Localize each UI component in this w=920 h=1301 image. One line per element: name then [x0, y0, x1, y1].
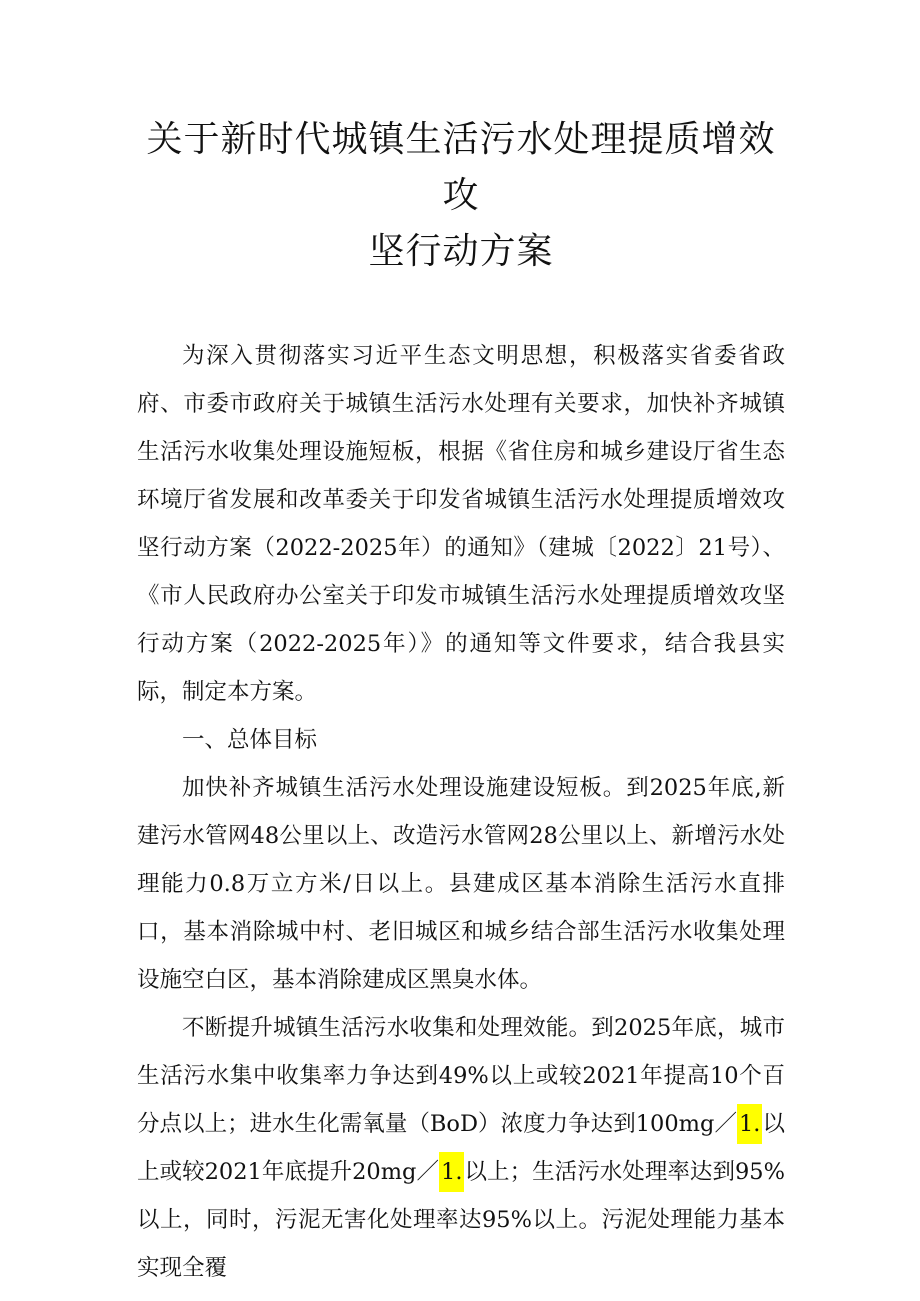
goals-paragraph-2-part-a: 不断提升城镇生活污水收集和处理效能。到2025年底，城市生活污水集中收集率力争达到49%以上或较2021年提高10个百分点以上；进水生化需氧量（BoD）浓度力争达到100mg／ — [137, 1015, 785, 1137]
goals-paragraph-2-part-b: 以上或较2021年底提升20mg／ — [137, 1111, 785, 1185]
highlighted-text-1: 1. — [737, 1104, 762, 1144]
highlighted-text-2: 1. — [439, 1152, 464, 1192]
goals-paragraph-2-part-c: 以上；生活污水处理率达到95%以上，同时，污泥无害化处理率达95%以上。污泥处理能力基本实现全覆 — [137, 1159, 785, 1281]
goals-paragraph-1: 加快补齐城镇生活污水处理设施建设短板。到2025年底,新建污水管网48公里以上、改造污水管网28公里以上、新增污水处理能力0.8万立方米/日以上。县建成区基本消除生活污水直排口，基本消除城中村、老旧城区和城乡结合部生活污水收集处理设施空白区，基本消除建成区黑臭水体。 — [137, 775, 785, 993]
section-heading-overall-goals: 一、总体目标 — [182, 727, 318, 753]
title-line-2: 坚行动方案 — [368, 231, 554, 272]
title-line-1: 关于新时代城镇生活污水处理提质增效攻 — [146, 119, 776, 216]
intro-paragraph: 为深入贯彻落实习近平生态文明思想，积极落实省委省政府、市委市政府关于城镇生活污水处理有关要求，加快补齐城镇生活污水收集处理设施短板，根据《省住房和城乡建设厅省生态环境厅省发展和改革委关于印发省城镇生活污水处理提质增效攻坚行动方案（2022-2025年）的通知》（建城〔2022〕21号）、《市人民政府办公室关于印发市城镇生活污水处理提质增效攻坚行动方案（2022-2025年）》的通知等文件要求，结合我县实际，制定本方案。 — [137, 343, 785, 705]
goals-paragraph-2 — [137, 1004, 785, 1292]
page-title — [137, 112, 785, 280]
